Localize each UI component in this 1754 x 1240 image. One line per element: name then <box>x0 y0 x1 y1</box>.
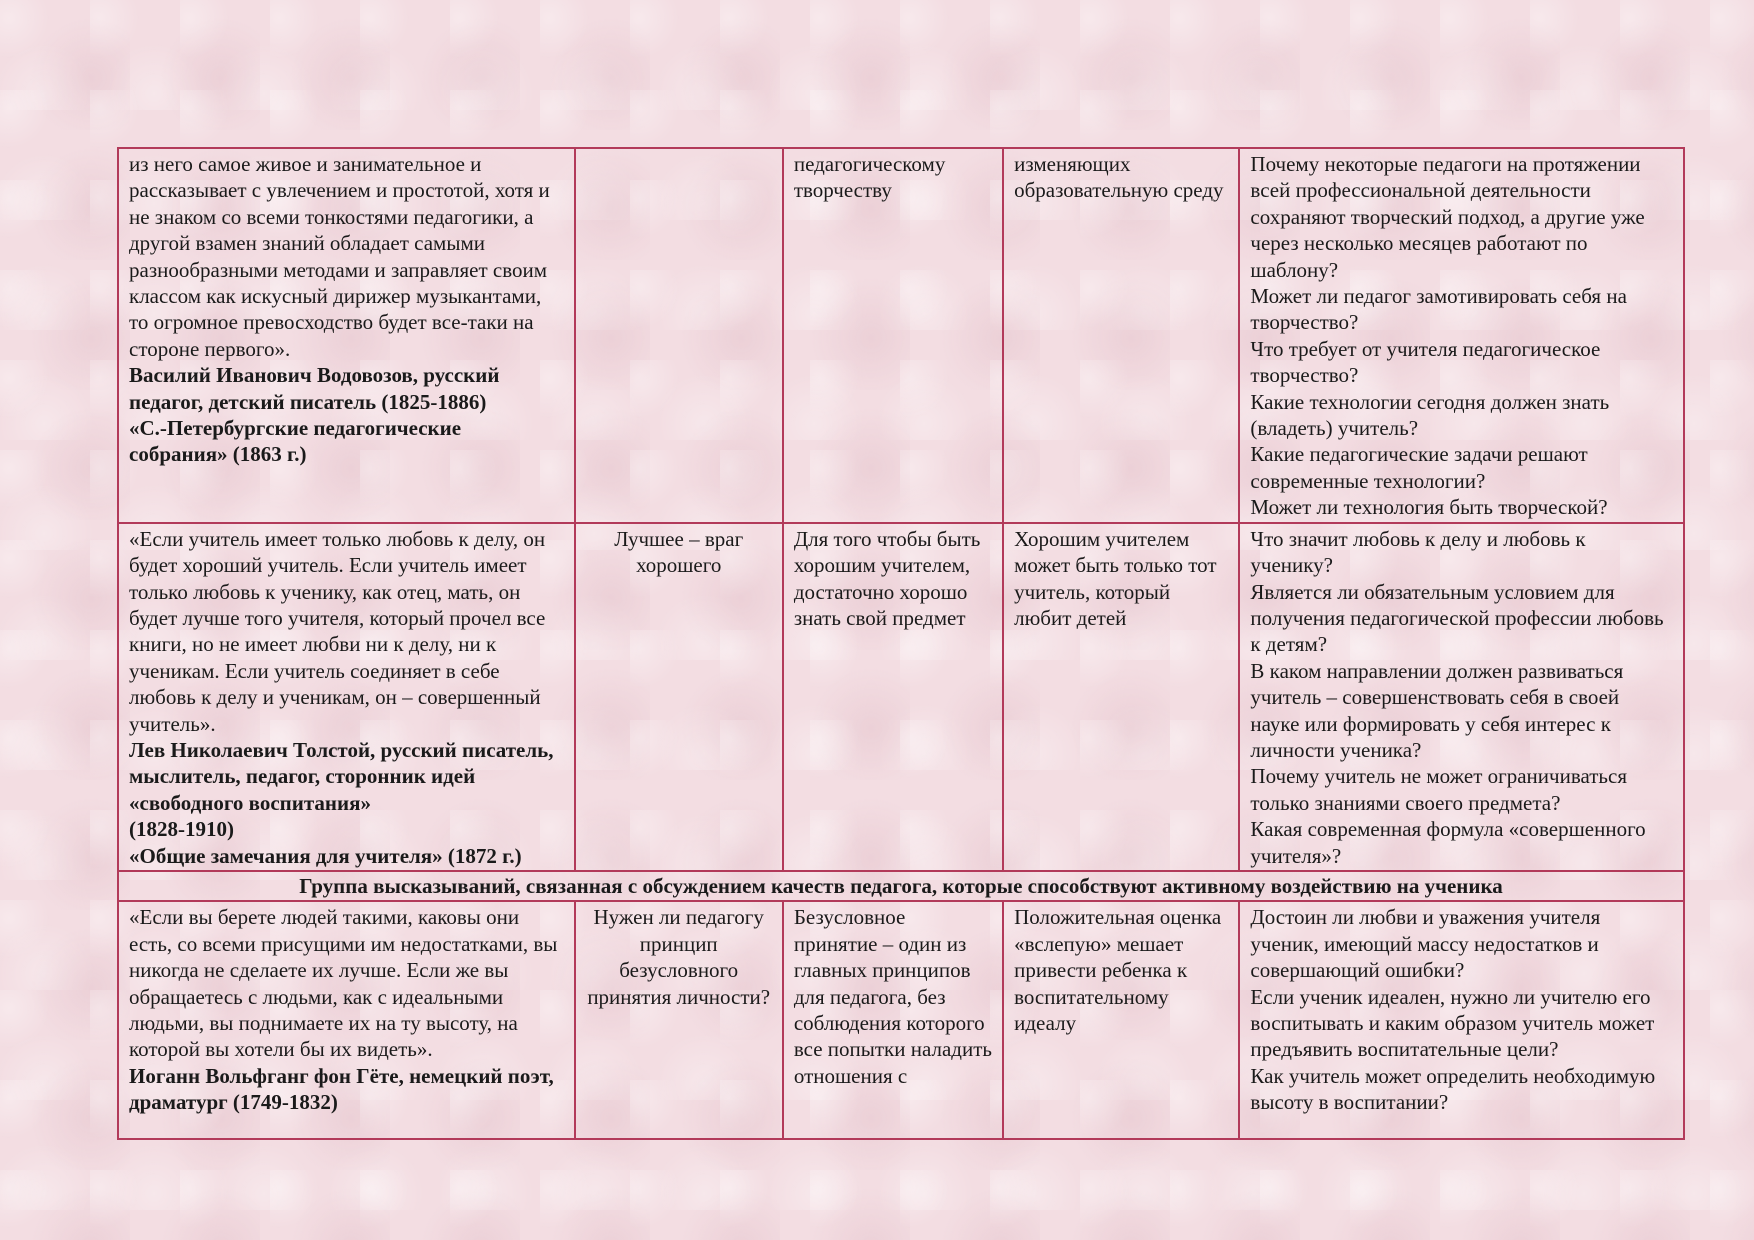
group-header-cell <box>118 871 1684 901</box>
antithesis-cell <box>1003 148 1239 523</box>
question-item: Может ли технология быть творческой? <box>1250 495 1608 520</box>
questions-cell <box>1239 148 1684 523</box>
quote-cell <box>118 523 575 871</box>
question-item: Если ученик идеален, нужно ли учителю его воспитывать и каким образом учитель может предъявить воспитательные цели? <box>1250 984 1655 1062</box>
question-item: Какая современная формула «совершенного учителя»? <box>1250 817 1646 868</box>
group-header-text: Группа высказываний, связанная с обсуждением качеств педагога, которые способствуют активному воздействию на ученика <box>299 873 1503 898</box>
table-row <box>118 523 1684 871</box>
discussion-table <box>117 147 1685 1140</box>
thesis-text: педагогическому творчеству <box>793 152 946 203</box>
quote-source: «Общие замечания для учителя» (1872 г.) <box>129 843 522 868</box>
thesis-cell <box>783 148 1003 523</box>
question-item: Что требует от учителя педагогическое творчество? <box>1250 336 1601 388</box>
quote-author-years: (1828-1910) <box>129 817 234 842</box>
antithesis-text: Положительная оценка «вслепую» мешает привести ребенка к воспитательному идеалу <box>1014 905 1222 1035</box>
thesis-cell <box>783 901 1003 1139</box>
antithesis-cell <box>1003 901 1239 1139</box>
quote-source: «С.-Петербургские педагогические собрания» (1863 г.) <box>129 416 462 467</box>
topic-text: Лучшее – враг хорошего <box>614 526 744 578</box>
question-item: В каком направлении должен развиваться учитель – совершенствовать себя в своей науке или формировать у себя интерес к личности ученика? <box>1250 658 1624 762</box>
quote-author: Лев Николаевич Толстой, русский писатель, мыслитель, педагог, сторонник идей «свободного воспитания» <box>129 737 554 815</box>
thesis-text: Для того чтобы быть хорошим учителем, достаточно хорошо знать свой предмет <box>793 526 981 630</box>
thesis-text: Безусловное принятие – один из главных принципов для педагога, без соблюдения которого все попытки наладить отношения с <box>793 905 992 1088</box>
topic-cell <box>575 148 783 523</box>
table-row <box>118 148 1684 523</box>
question-item: Почему некоторые педагоги на протяжении всей профессиональной деятельности сохраняют творческий подход, а другие уже через несколько месяцев работают по шаблону? <box>1250 152 1645 282</box>
question-item: Какие технологии сегодня должен знать (владеть) учитель? <box>1250 389 1610 441</box>
quote-author: Василий Иванович Водовозов, русский педагог, детский писатель (1825-1886) <box>129 363 500 414</box>
question-item: Какие педагогические задачи решают современные технологии? <box>1250 442 1588 493</box>
question-item: Как учитель может определить необходимую высоту в воспитании? <box>1250 1063 1656 1115</box>
quote-cell <box>118 901 575 1139</box>
antithesis-text: Хорошим учителем может быть только тот учитель, который любит детей <box>1014 526 1217 630</box>
questions-cell <box>1239 523 1684 871</box>
thesis-cell <box>783 523 1003 871</box>
question-item: Является ли обязательным условием для получения педагогической профессии любовь к детям? <box>1250 579 1664 657</box>
quote-cell <box>118 148 575 523</box>
antithesis-cell <box>1003 523 1239 871</box>
quote-text: «Если учитель имеет только любовь к делу, он будет хороший учитель. Если учитель имеет только любовь к ученику, как отец, мать, он будет лучше того учителя, который прочел все книги, но не имеет любви ни к делу, ни к ученикам. Если учитель соединяет в себе любовь к делу и ученикам, он – совершенный учитель». <box>129 526 546 736</box>
topic-text: Нужен ли педагогу принцип безусловного принятия личности? <box>587 905 771 1009</box>
group-header-row <box>118 871 1684 901</box>
antithesis-text: изменяющих образовательную среду <box>1014 152 1224 203</box>
table-row <box>118 901 1684 1139</box>
quote-text: из него самое живое и занимательное и рассказывает с увлечением и простотой, хотя и не знаком со всеми тонкостями педагогики, а другой взамен знаний обладает самыми разнообразными методами и заправляет своим классом как искусный дирижер музыкантами, то огромное превосходство будет все-таки на стороне первого». <box>129 152 550 361</box>
topic-cell <box>575 523 783 871</box>
question-item: Что значит любовь к делу и любовь к ученику? <box>1250 526 1586 578</box>
questions-cell <box>1239 901 1684 1139</box>
quote-author: Иоганн Вольфганг фон Гёте, немецкий поэт, драматург (1749-1832) <box>129 1063 554 1115</box>
topic-cell <box>575 901 783 1139</box>
question-item: Может ли педагог замотивировать себя на творчество? <box>1250 284 1627 335</box>
question-item: Достоин ли любви и уважения учителя ученик, имеющий массу недостатков и совершающий ошибки? <box>1250 905 1601 983</box>
question-item: Почему учитель не может ограничиваться только знаниями своего предмета? <box>1250 764 1627 815</box>
quote-text: «Если вы берете людей такими, каковы они есть, со всеми присущими им недостатками, вы никогда не сделаете их лучше. Если же вы обращаетесь с людьми, как с идеальными людьми, вы поднимаете их на ту высоту, на которой вы хотели бы их видеть». <box>129 905 558 1062</box>
